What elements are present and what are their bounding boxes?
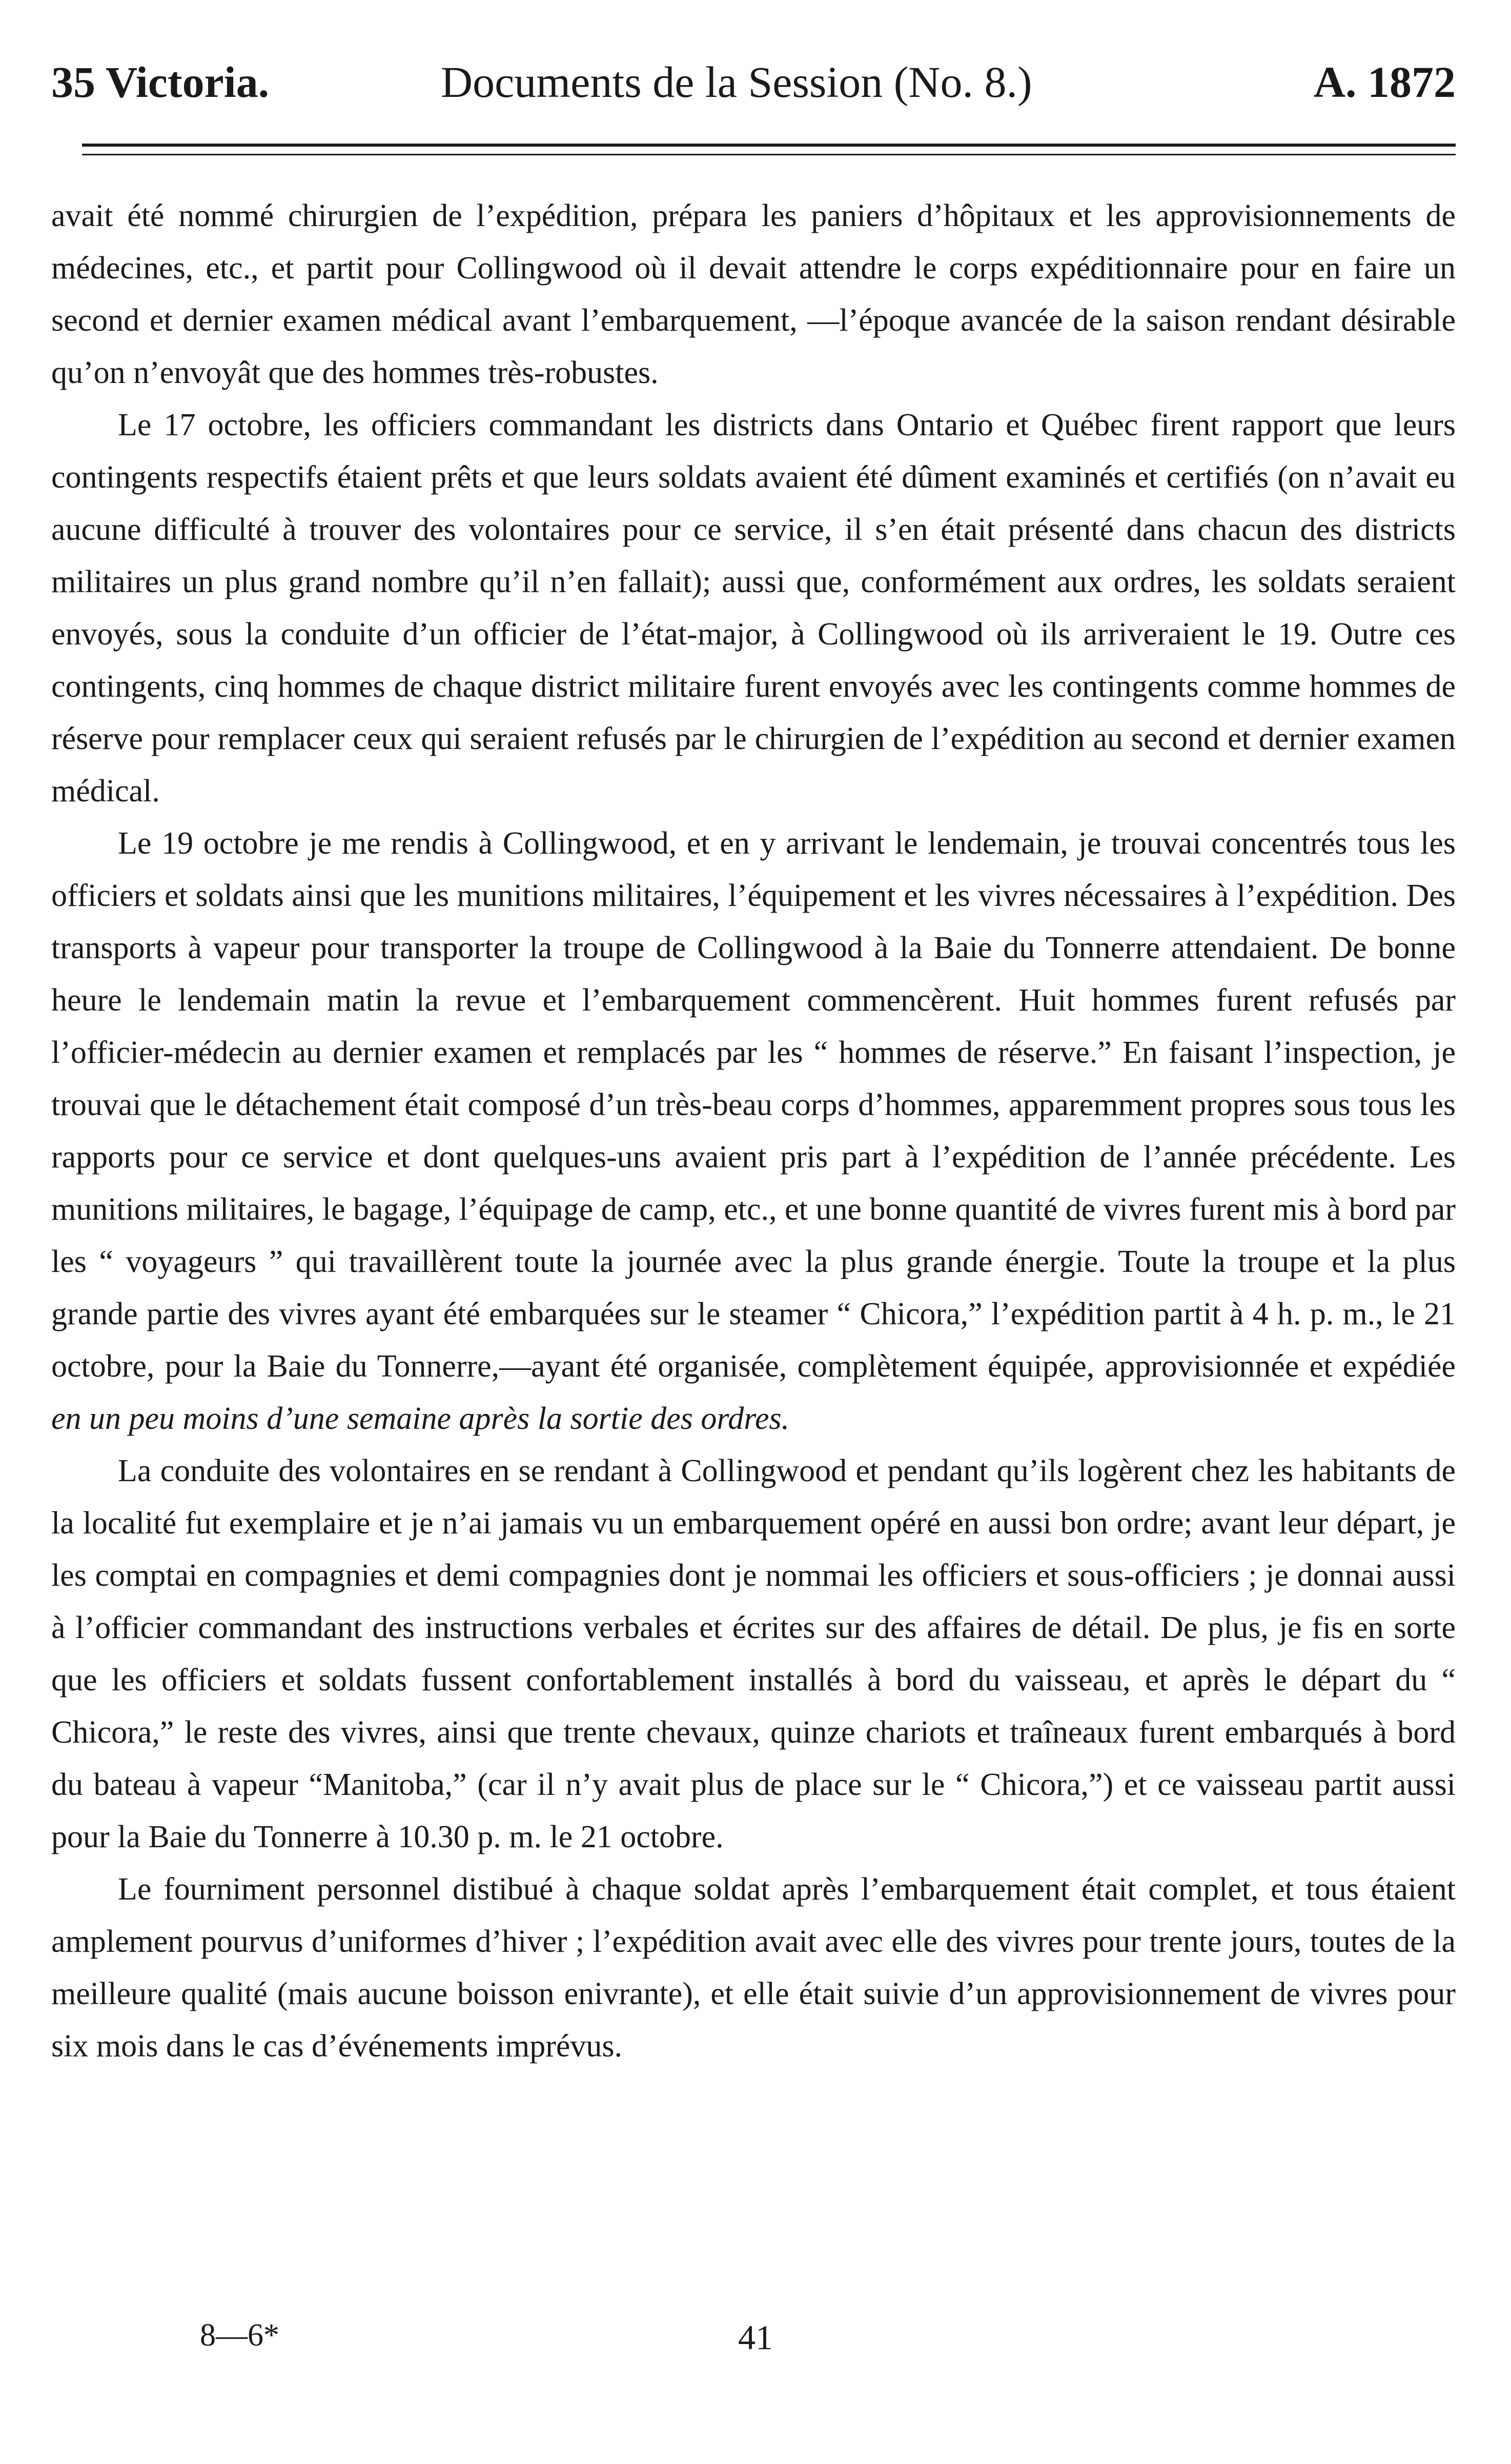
- header-rule-thin: [82, 154, 1456, 155]
- header-title: Documents de la Session (No. 8.): [441, 57, 1032, 107]
- page-number: 41: [738, 2318, 773, 2357]
- paragraph-text: Le fourniment personnel distibué à chaque soldat après l’embarquement était complet, et tous étaient amplement pourvus d’uniformes d’hiver ; l’expédition avait avec elle des vivres pour trente jours, toutes de la meilleure qualité (mais aucune boisson enivrante), et elle était suivie d’un approvisionnement de vivres pour six mois dans le cas d’événements imprévus.: [51, 1872, 1456, 2064]
- header-rule-thick: [82, 144, 1456, 147]
- paragraph-text: Le 19 octobre je me rendis à Collingwood, et en y arrivant le lendemain, je trouvai concentrés tous les officiers et soldats ainsi que les munitions militaires, l’équipement et les vivres nécessaires à l’expédition. Des transports à vapeur pour transporter la troupe de Collingwood à la Baie du Tonnerre attendaient. De bonne heure le lendemain matin la revue et l’embarquement commencèrent. Huit hommes furent refusés par l’officier-médecin au dernier examen et remplacés par les “ hommes de réserve.” En faisant l’inspection, je trouvai que le détachement était composé d’un très-beau corps d’hommes, apparemment propres sous tous les rapports pour ce service et dont quelques-uns avaient pris part à l’expédition de l’année précédente. Les munitions militaires, le bagage, l’équipage de camp, etc., et une bonne quantité de vivres furent mis à bord par les “ voyageurs ” qui travaillèrent toute la journée avec la plus grande énergie. Toute la troupe et la plus grande partie des vivres ayant été embarquées sur le steamer “ Chicora,” l’expédition partit à 4 h. p. m., le 21 octobre, pour la Baie du Tonnerre,—ayant été organisée, complètement équipée, approvisionnée et expédiée: [51, 826, 1456, 1384]
- header-year: A. 1872: [1313, 57, 1456, 107]
- paragraph-text: avait été nommé chirurgien de l’expédition, prépara les paniers d’hôpitaux et les approvisionnements de médecines, etc., et partit pour Collingwood où il devait attendre le corps expéditionnaire pour en faire un second et dernier examen médical avant l’embarquement, —l’époque avancée de la saison rendant désirable qu’on n’envoyât que des hommes très-robustes.: [51, 198, 1456, 390]
- page-footer: [51, 2317, 1456, 2369]
- paragraph-2: [51, 399, 1456, 817]
- paragraph-text: La conduite des volontaires en se rendant à Collingwood et pendant qu’ils logèrent chez les habitants de la localité fut exemplaire et je n’ai jamais vu un embarquement opéré en aussi bon ordre; avant leur départ, je les comptai en compagnies et demi compagnies dont je nommai les officiers et sous-officiers ; je donnai aussi à l’officier commandant des instructions verbales et écrites sur des affaires de détail. De plus, je fis en sorte que les officiers et soldats fussent confortablement installés à bord du vaisseau, et après le départ du “ Chicora,” le reste des vivres, ainsi que trente chevaux, quinze chariots et traîneaux furent embarqués à bord du bateau à vapeur “Manitoba,” (car il n’y avait plus de place sur le “ Chicora,”) et ce vaisseau partit aussi pour la Baie du Tonnerre à 10.30 p. m. le 21 octobre.: [51, 1453, 1456, 1854]
- paragraph-5: [51, 1863, 1456, 2072]
- header-volume: 35 Victoria.: [51, 57, 270, 107]
- paragraph-4: [51, 1445, 1456, 1863]
- paragraph-italic: en un peu moins d’une semaine après la sortie des ordres.: [51, 1401, 790, 1436]
- printer-signature: 8—6*: [200, 2318, 279, 2353]
- paragraph-text: Le 17 octobre, les officiers commandant les districts dans Ontario et Québec firent rapport que leurs contingents respectifs étaient prêts et que leurs soldats avaient été dûment examinés et certifiés (on n’avait eu aucune difficulté à trouver des volontaires pour ce service, il s’en était présenté dans chacun des districts militaires un plus grand nombre qu’il n’en fallait); aussi que, conformément aux ordres, les soldats seraient envoyés, sous la conduite d’un officier de l’état-major, à Collingwood où ils arriveraient le 19. Outre ces contingents, cinq hommes de chaque district militaire furent envoyés avec les contingents comme hommes de réserve pour remplacer ceux qui seraient refusés par le chirurgien de l’expédition au second et dernier examen médical.: [51, 408, 1456, 809]
- paragraph-1: [51, 190, 1456, 399]
- body-text: [51, 190, 1456, 2072]
- paragraph-3: [51, 817, 1456, 1445]
- running-header: [51, 51, 1456, 118]
